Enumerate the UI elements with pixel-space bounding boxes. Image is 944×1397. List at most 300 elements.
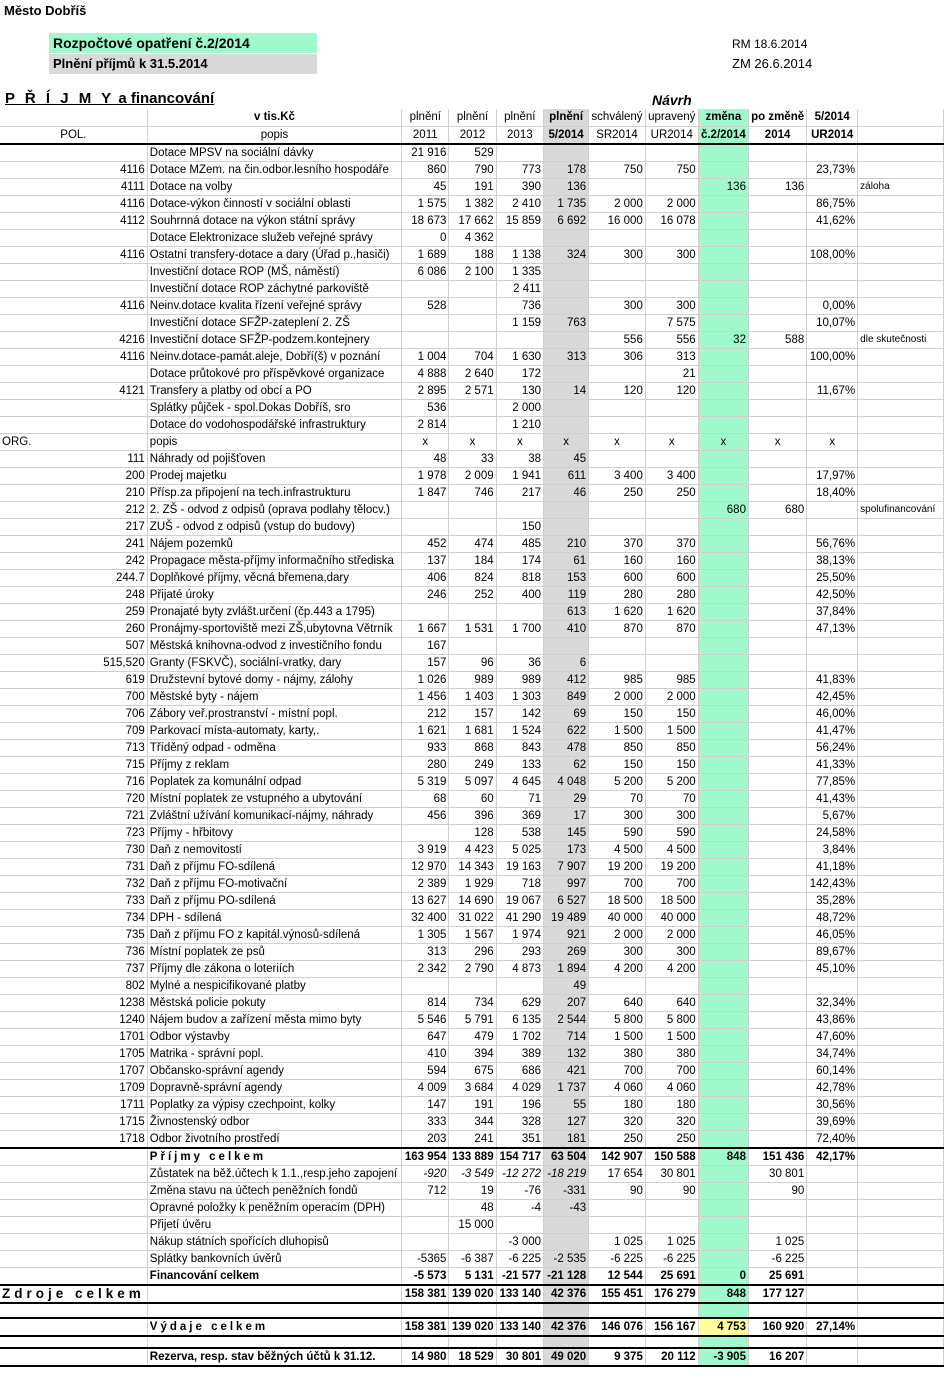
row-note: [858, 739, 944, 756]
table-cell: [748, 569, 806, 586]
table-cell: [748, 705, 806, 722]
table-cell: 20 112: [645, 1348, 698, 1366]
row-note: [858, 654, 944, 671]
table-cell: [645, 1336, 698, 1348]
table-cell: [645, 518, 698, 535]
table-cell: [698, 1250, 748, 1267]
table-cell: 344: [449, 1113, 496, 1130]
table-cell: 56,24%: [807, 739, 858, 756]
table-cell: 4116: [0, 195, 147, 212]
table-cell: 1 681: [449, 722, 496, 739]
table-cell: 269: [544, 943, 589, 960]
table-cell: 721: [0, 807, 147, 824]
table-cell: 720: [0, 790, 147, 807]
table-cell: 25 691: [645, 1267, 698, 1285]
table-cell: [496, 1216, 543, 1233]
table-cell: [0, 1233, 147, 1250]
table-cell: 86,75%: [807, 195, 858, 212]
table-cell: [544, 399, 589, 416]
row-note: [858, 1285, 944, 1303]
table-cell: -3 905: [698, 1348, 748, 1366]
table-cell: [544, 280, 589, 297]
table-cell: [748, 280, 806, 297]
table-cell: 55: [544, 1096, 589, 1113]
table-cell: [807, 1182, 858, 1199]
table-cell: -6 387: [449, 1250, 496, 1267]
column-header: plnění: [544, 109, 589, 126]
table-cell: Investiční dotace SFŽP-podzem.kontejnery: [147, 331, 401, 348]
table-cell: 90: [748, 1182, 806, 1199]
table-cell: 985: [589, 671, 646, 688]
table-cell: [698, 671, 748, 688]
table-cell: 42,78%: [807, 1079, 858, 1096]
row-note: [858, 1216, 944, 1233]
table-cell: 139 020: [449, 1318, 496, 1336]
table-cell: 2 342: [402, 960, 449, 977]
table-cell: 13 627: [402, 892, 449, 909]
table-cell: 718: [496, 875, 543, 892]
table-cell: [589, 365, 646, 382]
table-cell: [698, 586, 748, 603]
table-cell: 870: [645, 620, 698, 637]
table-cell: [0, 1148, 147, 1166]
table-cell: 119: [544, 586, 589, 603]
table-cell: -5 573: [402, 1267, 449, 1285]
table-cell: 989: [449, 671, 496, 688]
table-cell: 12 970: [402, 858, 449, 875]
table-row: [0, 909, 944, 926]
table-cell: 985: [645, 671, 698, 688]
table-cell: 178: [544, 161, 589, 178]
table-cell: [589, 1303, 646, 1318]
table-cell: [0, 416, 147, 433]
table-cell: [748, 654, 806, 671]
table-cell: [748, 790, 806, 807]
table-cell: 18,40%: [807, 484, 858, 501]
table-cell: -4: [496, 1199, 543, 1216]
table-cell: 0: [402, 229, 449, 246]
table-cell: [698, 535, 748, 552]
table-cell: [807, 399, 858, 416]
table-cell: 2 814: [402, 416, 449, 433]
table-cell: [748, 1216, 806, 1233]
table-cell: Místní poplatek ze vstupného a ubytování: [147, 790, 401, 807]
table-row: [0, 1011, 944, 1028]
table-row: [0, 994, 944, 1011]
table-cell: 680: [698, 501, 748, 518]
table-row: [0, 977, 944, 994]
table-cell: Rezerva, resp. stav běžných účtů k 31.12.: [147, 1348, 401, 1366]
table-cell: Nájem budov a zařízení města mimo byty: [147, 1011, 401, 1028]
table-cell: [858, 433, 944, 450]
table-row: [0, 722, 944, 739]
table-cell: [698, 926, 748, 943]
table-cell: [748, 1113, 806, 1130]
table-cell: [748, 348, 806, 365]
table-cell: [698, 1028, 748, 1045]
table-cell: [748, 195, 806, 212]
table-cell: Ostatní transfery-dotace a dary (Úřad p.,hasiči): [147, 246, 401, 263]
table-cell: [748, 943, 806, 960]
table-cell: 529: [449, 144, 496, 162]
table-cell: 3 684: [449, 1079, 496, 1096]
table-cell: [0, 1348, 147, 1366]
table-cell: 1 531: [449, 620, 496, 637]
table-cell: 5 097: [449, 773, 496, 790]
table-cell: [698, 1303, 748, 1318]
table-cell: 5 800: [645, 1011, 698, 1028]
table-cell: 2 000: [589, 195, 646, 212]
table-cell: 300: [645, 807, 698, 824]
table-cell: 46,00%: [807, 705, 858, 722]
table-cell: 155 451: [589, 1285, 646, 1303]
table-cell: 2 790: [449, 960, 496, 977]
table-cell: 1707: [0, 1062, 147, 1079]
table-cell: 37,84%: [807, 603, 858, 620]
row-note: [858, 467, 944, 484]
row-note: [858, 909, 944, 926]
table-cell: [748, 637, 806, 654]
table-cell: [0, 280, 147, 297]
table-cell: [544, 416, 589, 433]
table-cell: 18 500: [645, 892, 698, 909]
table-cell: Financování celkem: [147, 1267, 401, 1285]
table-cell: [496, 229, 543, 246]
column-header: po změně: [748, 109, 806, 126]
row-note: [858, 263, 944, 280]
table-cell: [807, 263, 858, 280]
table-row: [0, 161, 944, 178]
table-cell: 706: [0, 705, 147, 722]
column-header: schválený: [589, 109, 646, 126]
table-cell: 452: [402, 535, 449, 552]
table-cell: 196: [496, 1096, 543, 1113]
table-cell: 10,07%: [807, 314, 858, 331]
column-header: plnění: [496, 109, 543, 126]
table-cell: 43,86%: [807, 1011, 858, 1028]
table-cell: 150: [645, 756, 698, 773]
table-cell: 328: [496, 1113, 543, 1130]
row-note: [858, 1165, 944, 1182]
table-cell: [698, 824, 748, 841]
table-cell: 46,05%: [807, 926, 858, 943]
table-cell: 217: [496, 484, 543, 501]
table-cell: [645, 178, 698, 195]
row-note: [858, 586, 944, 603]
table-cell: [645, 416, 698, 433]
table-cell: [589, 416, 646, 433]
table-cell: [748, 365, 806, 382]
table-cell: 154 717: [496, 1148, 543, 1166]
table-row: [0, 484, 944, 501]
column-header: x: [807, 433, 858, 450]
row-note: [858, 688, 944, 705]
table-cell: [807, 518, 858, 535]
table-cell: 150: [589, 705, 646, 722]
row-note: [858, 552, 944, 569]
row-note: [858, 569, 944, 586]
column-header: č.2/2014: [698, 126, 748, 144]
table-cell: Transfery a platby od obcí a PO: [147, 382, 401, 399]
table-row: [0, 875, 944, 892]
row-note: [858, 1348, 944, 1366]
table-cell: 843: [496, 739, 543, 756]
rm-date: RM 18.6.2014: [732, 37, 808, 51]
table-cell: 18 500: [589, 892, 646, 909]
table-cell: [449, 416, 496, 433]
table-cell: Opravné položky k peněžním operacím (DPH): [147, 1199, 401, 1216]
table-cell: 250: [645, 1130, 698, 1148]
table-cell: 17 654: [589, 1165, 646, 1182]
table-cell: [402, 1233, 449, 1250]
table-cell: [748, 824, 806, 841]
table-cell: 870: [589, 620, 646, 637]
row-note: [858, 399, 944, 416]
table-cell: [402, 501, 449, 518]
table-cell: 14 690: [449, 892, 496, 909]
table-cell: 181: [544, 1130, 589, 1148]
table-cell: 3 919: [402, 841, 449, 858]
table-cell: 590: [645, 824, 698, 841]
table-cell: 2 009: [449, 467, 496, 484]
table-cell: 594: [402, 1062, 449, 1079]
table-cell: [544, 1336, 589, 1348]
table-cell: [449, 977, 496, 994]
table-cell: [449, 331, 496, 348]
table-cell: [402, 1336, 449, 1348]
table-cell: 590: [589, 824, 646, 841]
section-title: [5, 90, 214, 107]
table-cell: 716: [0, 773, 147, 790]
table-cell: 23,73%: [807, 161, 858, 178]
navrh-label: Návrh: [652, 92, 692, 108]
table-cell: Dotace do vodohospodářské infrastruktury: [147, 416, 401, 433]
table-cell: 700: [645, 875, 698, 892]
table-cell: 250: [645, 484, 698, 501]
column-header: POL.: [0, 126, 147, 144]
table-cell: [0, 1267, 147, 1285]
table-cell: 4 500: [645, 841, 698, 858]
table-cell: 997: [544, 875, 589, 892]
table-cell: [698, 739, 748, 756]
table-cell: -6 225: [589, 1250, 646, 1267]
table-cell: [402, 824, 449, 841]
table-cell: [0, 263, 147, 280]
table-cell: [402, 1216, 449, 1233]
table-cell: 36: [496, 654, 543, 671]
table-cell: [698, 637, 748, 654]
table-cell: [748, 450, 806, 467]
table-cell: [449, 501, 496, 518]
table-cell: [748, 807, 806, 824]
table-cell: 4 888: [402, 365, 449, 382]
table-cell: 242: [0, 552, 147, 569]
table-cell: 320: [645, 1113, 698, 1130]
table-cell: 0: [698, 1267, 748, 1285]
table-cell: 1 575: [402, 195, 449, 212]
table-row: [0, 263, 944, 280]
table-cell: [645, 399, 698, 416]
table-cell: [748, 263, 806, 280]
table-cell: 1 847: [402, 484, 449, 501]
table-cell: 406: [402, 569, 449, 586]
row-note: [858, 1011, 944, 1028]
table-cell: 588: [748, 331, 806, 348]
table-cell: 4 362: [449, 229, 496, 246]
table-cell: 136: [544, 178, 589, 195]
table-cell: 5 025: [496, 841, 543, 858]
table-cell: [698, 875, 748, 892]
table-cell: 30,56%: [807, 1096, 858, 1113]
row-note: záloha: [858, 178, 944, 195]
table-cell: [748, 739, 806, 756]
table-cell: 19 200: [645, 858, 698, 875]
table-cell: [147, 1285, 401, 1303]
table-cell: 700: [589, 875, 646, 892]
table-cell: 1 500: [589, 1028, 646, 1045]
row-note: [858, 1233, 944, 1250]
table-row: [0, 1250, 944, 1267]
table-cell: 63 504: [544, 1148, 589, 1166]
table-cell: 300: [589, 297, 646, 314]
table-cell: Dotace MPSV na sociální dávky: [147, 144, 401, 162]
table-row: [0, 1113, 944, 1130]
table-cell: 1 524: [496, 722, 543, 739]
table-cell: 90: [645, 1182, 698, 1199]
table-cell: [0, 1303, 147, 1318]
table-cell: [402, 314, 449, 331]
table-cell: 600: [589, 569, 646, 586]
table-cell: 72,40%: [807, 1130, 858, 1148]
table-cell: Dotace Elektronizace služeb veřejné správy: [147, 229, 401, 246]
table-cell: 25 691: [748, 1267, 806, 1285]
table-cell: [748, 858, 806, 875]
row-note: [858, 195, 944, 212]
table-cell: 200: [0, 467, 147, 484]
table-cell: [698, 1113, 748, 1130]
table-cell: [748, 484, 806, 501]
table-row: [0, 773, 944, 790]
table-cell: [402, 1303, 449, 1318]
row-note: [858, 722, 944, 739]
table-cell: 1701: [0, 1028, 147, 1045]
table-cell: Příjmy - hřbitovy: [147, 824, 401, 841]
row-note: [858, 246, 944, 263]
table-cell: 1 026: [402, 671, 449, 688]
table-cell: [449, 1336, 496, 1348]
table-cell: Investiční dotace ROP záchytné parkoviště: [147, 280, 401, 297]
column-header: UR2014: [645, 126, 698, 144]
table-cell: 736: [0, 943, 147, 960]
table-cell: 145: [544, 824, 589, 841]
table-cell: 300: [645, 943, 698, 960]
table-row: [0, 603, 944, 620]
table-cell: [496, 331, 543, 348]
table-row: [0, 1233, 944, 1250]
table-row: [0, 1062, 944, 1079]
table-cell: 174: [496, 552, 543, 569]
table-cell: 4121: [0, 382, 147, 399]
table-cell: [748, 960, 806, 977]
table-cell: 172: [496, 365, 543, 382]
table-cell: [0, 1165, 147, 1182]
table-cell: 32 400: [402, 909, 449, 926]
table-cell: 675: [449, 1062, 496, 1079]
table-cell: [807, 1250, 858, 1267]
column-header: 2011: [402, 126, 449, 144]
table-cell: [645, 977, 698, 994]
table-cell: 709: [0, 722, 147, 739]
table-cell: 19 163: [496, 858, 543, 875]
table-cell: Zvláštní užívání komunikací-nájmy, náhrady: [147, 807, 401, 824]
zm-date: ZM 26.6.2014: [732, 56, 813, 71]
table-cell: [807, 1267, 858, 1285]
table-cell: Parkovací místa-automaty, karty,.: [147, 722, 401, 739]
table-cell: 818: [496, 569, 543, 586]
table-cell: [807, 416, 858, 433]
row-note: [858, 1045, 944, 1062]
table-cell: [748, 416, 806, 433]
table-cell: [544, 1233, 589, 1250]
table-cell: 14 343: [449, 858, 496, 875]
table-cell: 2 000: [589, 688, 646, 705]
table-row: [0, 552, 944, 569]
table-cell: ZUŠ - odvod z odpisů (vstup do budovy): [147, 518, 401, 535]
table-cell: [544, 501, 589, 518]
table-cell: 763: [544, 314, 589, 331]
row-note: [858, 773, 944, 790]
table-cell: 40 000: [645, 909, 698, 926]
table-cell: 30 801: [748, 1165, 806, 1182]
table-row: [0, 705, 944, 722]
table-cell: 259: [0, 603, 147, 620]
row-note: [858, 1318, 944, 1336]
table-cell: [748, 229, 806, 246]
table-cell: 2 389: [402, 875, 449, 892]
table-cell: 306: [589, 348, 646, 365]
table-cell: [698, 450, 748, 467]
table-row: [0, 518, 944, 535]
table-cell: [0, 1250, 147, 1267]
table-cell: 90: [589, 1182, 646, 1199]
table-cell: [449, 399, 496, 416]
table-cell: [496, 501, 543, 518]
table-cell: [645, 144, 698, 162]
table-cell: 16 078: [645, 212, 698, 229]
table-cell: [496, 637, 543, 654]
table-cell: 5 800: [589, 1011, 646, 1028]
table-cell: [0, 109, 147, 126]
table-cell: [807, 450, 858, 467]
table-cell: [748, 773, 806, 790]
table-cell: Místní poplatek ze psů: [147, 943, 401, 960]
table-cell: 5 131: [449, 1267, 496, 1285]
table-cell: Daň z příjmu PO-sdílená: [147, 892, 401, 909]
table-cell: 250: [589, 484, 646, 501]
table-cell: [589, 637, 646, 654]
table-cell: 212: [402, 705, 449, 722]
table-cell: 173: [544, 841, 589, 858]
table-cell: 3 400: [645, 467, 698, 484]
table-cell: [0, 1182, 147, 1199]
table-cell: 127: [544, 1113, 589, 1130]
table-cell: [698, 195, 748, 212]
table-cell: 1 025: [645, 1233, 698, 1250]
table-row: [0, 858, 944, 875]
section-title-main: P Ř Í J M Y: [5, 90, 115, 107]
table-cell: 4 060: [589, 1079, 646, 1096]
total-row: [0, 1318, 944, 1336]
